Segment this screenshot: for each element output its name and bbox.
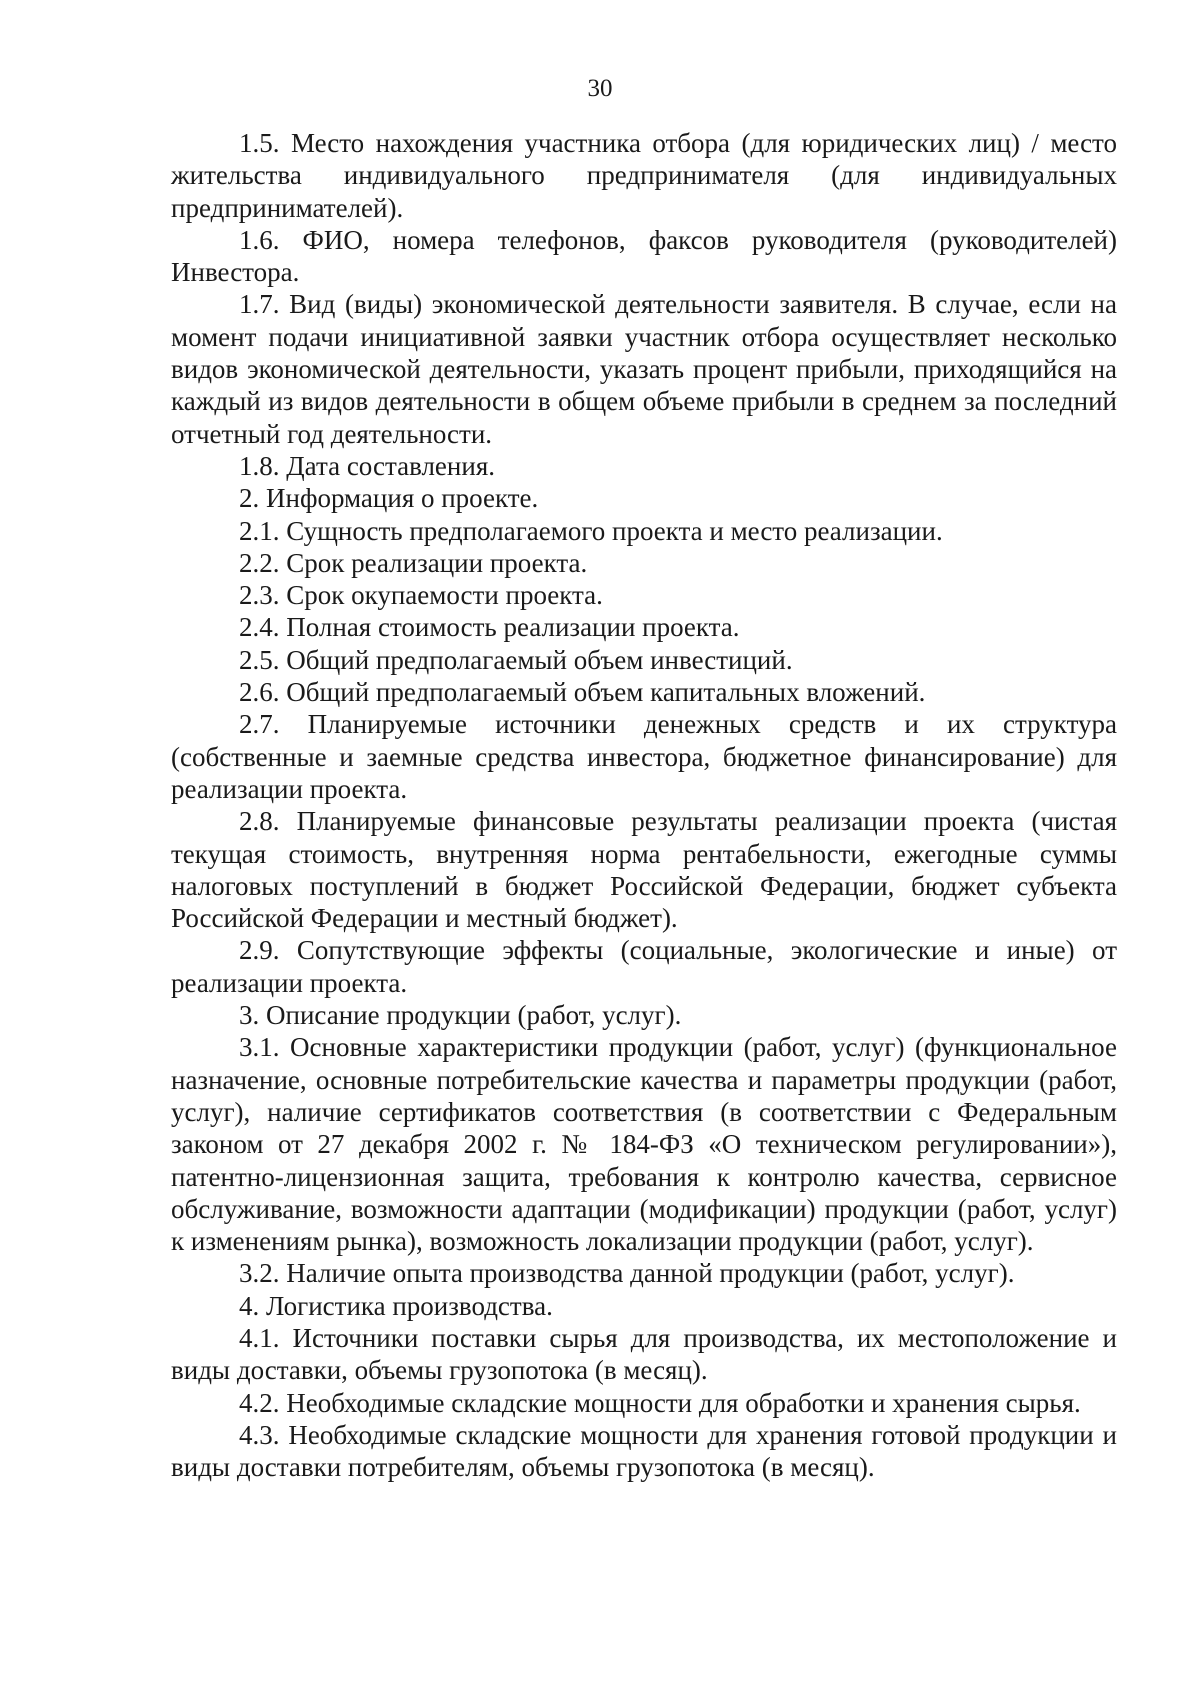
paragraph-2-2: 2.2. Срок реализации проекта.: [239, 547, 588, 578]
paragraph-3-2: 3.2. Наличие опыта производства данной продукции (работ, услуг).: [239, 1258, 1015, 1289]
document-body: [171, 127, 1117, 1483]
paragraph-2-3: 2.3. Срок окупаемости проекта.: [239, 580, 603, 611]
section-2-heading: 2. Информация о проекте.: [239, 483, 539, 514]
paragraph-2-9: 2.9. Сопутствующие эффекты (социальные, экологические и иные) от реализации проекта.: [171, 935, 1117, 998]
paragraph-2-4: 2.4. Полная стоимость реализации проекта.: [239, 612, 740, 643]
section-3-heading: 3. Описание продукции (работ, услуг).: [239, 1000, 682, 1031]
paragraph-2-7: 2.7. Планируемые источники денежных средств и их структура (собственные и заемные средства инвестора, бюджетное финансирование) для реализации проекта.: [171, 709, 1117, 804]
paragraph-4-3: 4.3. Необходимые складские мощности для хранения готовой продукции и виды доставки потребителям, объемы грузопотока (в месяц).: [171, 1419, 1117, 1483]
paragraph-2-8: 2.8. Планируемые финансовые результаты реализации проекта (чистая текущая стоимость, внутренняя норма рентабельности, ежегодные суммы налоговых поступлений в бюджет Российской Федерации, бюджет субъекта Российской Федерации и местный бюджет).: [171, 806, 1117, 934]
paragraph-4-2: 4.2. Необходимые складские мощности для обработки и хранения сырья.: [239, 1387, 1081, 1418]
paragraph-1-5: 1.5. Место нахождения участника отбора (для юридических лиц) / место жительства индивидуального предпринимателя (для индивидуальных предпринимателей).: [171, 128, 1117, 223]
paragraph-2-6: 2.6. Общий предполагаемый объем капитальных вложений.: [239, 677, 926, 708]
page-number: 30: [587, 75, 613, 102]
paragraph-4-1: 4.1. Источники поставки сырья для производства, их местоположение и виды доставки, объемы грузопотока (в месяц).: [171, 1322, 1117, 1386]
paragraph-1-6: 1.6. ФИО, номера телефонов, факсов руководителя (руководителей) Инвестора.: [171, 224, 1117, 288]
paragraph-2-1: 2.1. Сущность предполагаемого проекта и место реализации.: [239, 515, 943, 546]
paragraph-3-1: 3.1. Основные характеристики продукции (работ, услуг) (функциональное назначение, основные потребительские качества и параметры продукции (работ, услуг), наличие сертификатов соответствия (в соответствии с Федеральным законом от 27 декабря 2002 г. № 184-ФЗ «О техническом регулировании»), патентно-лицензионная защита, требования к контролю качества, сервисное обслуживание, возможности адаптации (модификации) продукции (работ, услуг) к изменениям рынка), возможность локализации продукции (работ, услуг).: [171, 1032, 1117, 1257]
paragraph-1-7: 1.7. Вид (виды) экономической деятельности заявителя. В случае, если на момент подачи инициативной заявки участник отбора осуществляет несколько видов экономической деятельности, указать процент прибыли, приходящийся на каждый из видов деятельности в общем объеме прибыли в среднем за последний отчетный год деятельности.: [171, 289, 1117, 449]
paragraph-2-5: 2.5. Общий предполагаемый объем инвестиций.: [239, 644, 793, 675]
section-4-heading: 4. Логистика производства.: [239, 1290, 553, 1321]
paragraph-1-8: 1.8. Дата составления.: [239, 450, 495, 481]
